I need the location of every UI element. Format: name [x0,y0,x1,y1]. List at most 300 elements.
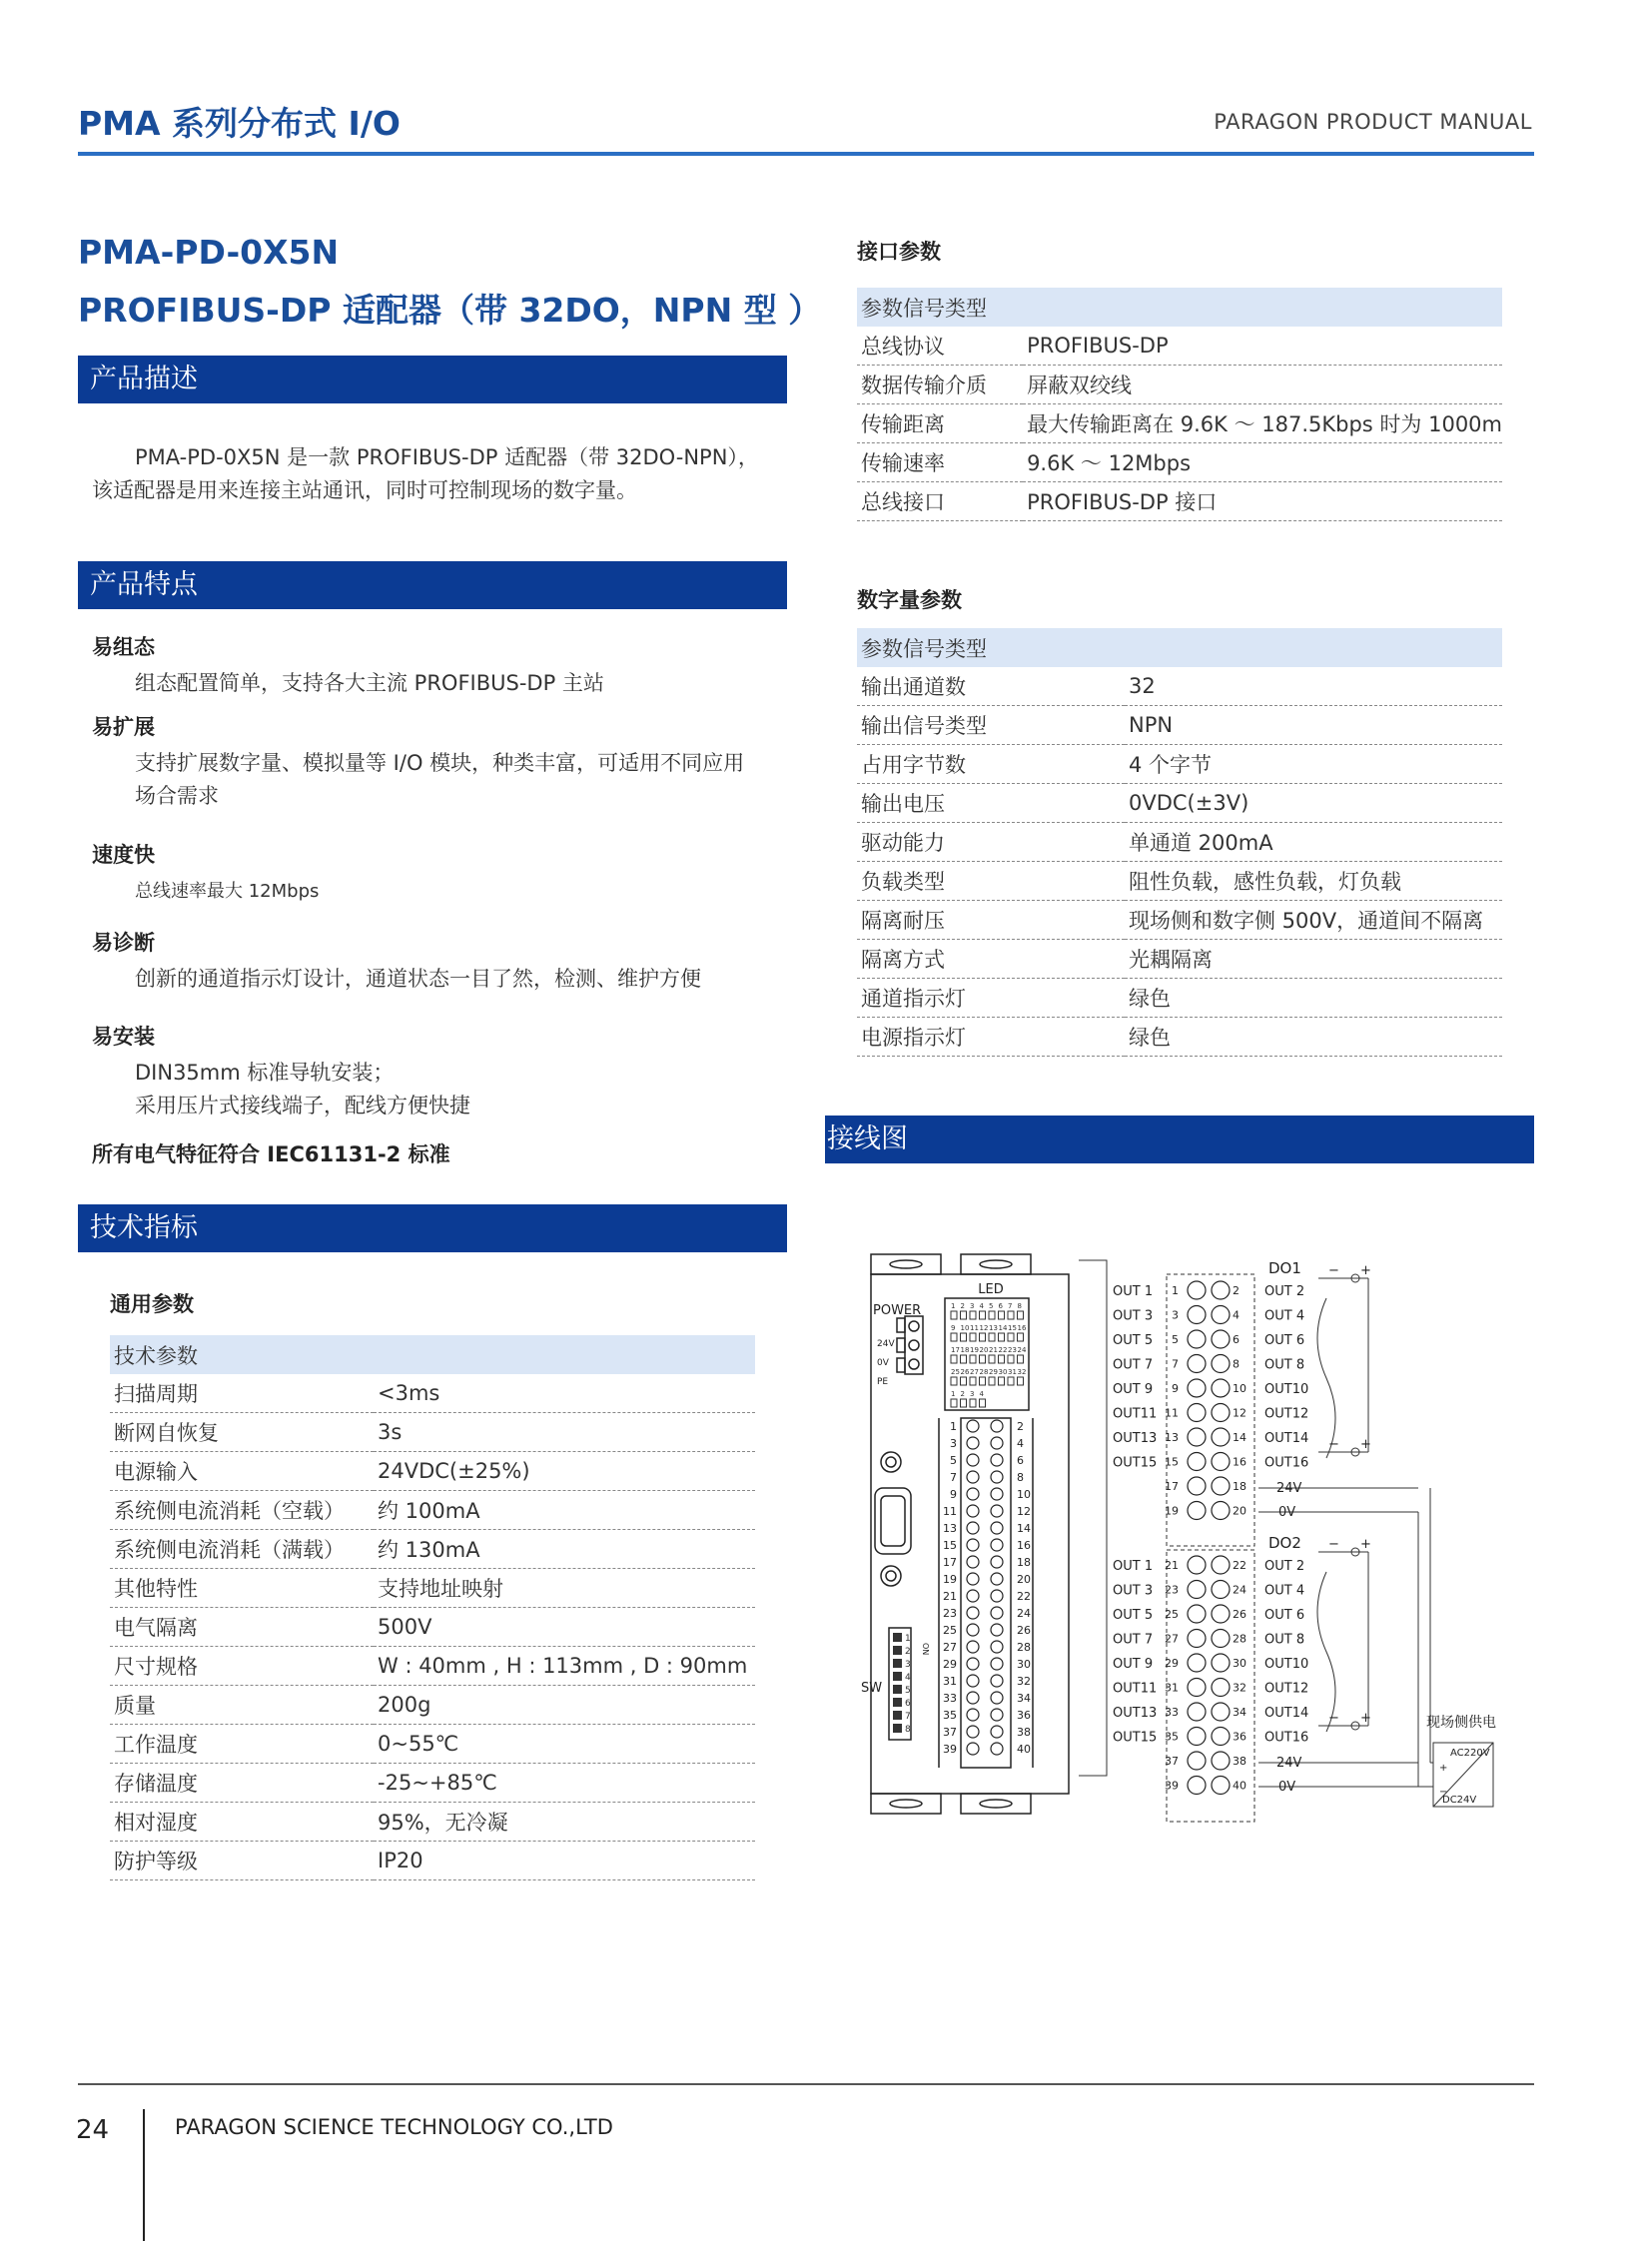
field-pin-number: 15 [1165,1455,1179,1469]
led-indicator [951,1355,957,1363]
terminal-number: 19 [943,1573,957,1586]
led-indicator [970,1399,976,1407]
led-number: 15 [1008,1324,1017,1332]
terminal-number: 29 [943,1658,957,1671]
footer-rule [78,2083,1534,2085]
output-label: OUT10 [1264,1657,1309,1672]
feature-desc: 采用压片式接线端子，配线方便快捷 [135,1094,470,1118]
param-value: 24VDC(±25%) [374,1452,755,1491]
power-terminal-screw [909,1359,919,1369]
field-pin-number: 38 [1233,1755,1246,1768]
led-number: 30 [998,1368,1008,1376]
output-label: OUT 2 [1264,1284,1305,1299]
param-name: 电气隔离 [110,1608,374,1647]
param-name: 其他特性 [110,1569,374,1608]
feature-desc: 场合需求 [135,784,219,808]
output-label: OUT 9 [1113,1657,1154,1672]
field-pin-number: 13 [1165,1431,1179,1444]
led-number: 28 [979,1368,989,1376]
field-pin-number: 26 [1233,1608,1246,1621]
output-label: OUT 1 [1113,1284,1154,1299]
output-label: OUT13 [1113,1706,1158,1721]
table-row [110,1686,755,1725]
output-label: OUT 7 [1113,1632,1154,1648]
field-pin-number: 16 [1233,1455,1246,1469]
field-terminal [1188,1281,1206,1299]
top-tab-left [871,1254,941,1274]
led-indicator [980,1311,986,1319]
terminal-screw [991,1454,1003,1466]
param-value: 200g [374,1686,755,1725]
param-value: -25~+85℃ [374,1764,755,1803]
address-knob-center [886,1571,896,1581]
output-label: OUT11 [1113,1406,1158,1422]
terminal-number: 39 [943,1743,957,1756]
table-header: 技术参数 [110,1335,755,1374]
terminal-screw [967,1556,979,1568]
field-pin-number: 28 [1233,1632,1246,1646]
param-name: 负载类型 [857,862,1125,901]
field-pin-number: 29 [1165,1657,1179,1670]
led-number: 17 [951,1346,960,1354]
table-row [110,1725,755,1764]
output-label: OUT 8 [1264,1357,1305,1373]
output-label: OUT 1 [1113,1559,1154,1574]
field-pin-number: 37 [1165,1755,1179,1768]
dip-switch-number: 6 [905,1699,911,1709]
field-pin-number: 1 [1172,1284,1179,1297]
output-label: OUT 4 [1264,1308,1305,1324]
field-terminal [1212,1777,1230,1795]
led-number: 4 [979,1302,984,1310]
table-row [110,1413,755,1452]
param-name: 总线接口 [857,482,1023,521]
led-number: 5 [989,1302,994,1310]
do2-24v-label: 24V [1276,1756,1302,1771]
bottom-tab-right [961,1794,1031,1814]
output-label: OUT10 [1264,1382,1309,1397]
field-terminal [1188,1330,1206,1348]
field-terminal [1212,1556,1230,1574]
field-terminal [1212,1703,1230,1721]
field-terminal [1212,1428,1230,1446]
do1-label: DO1 [1268,1259,1301,1277]
param-value: 0VDC(±3V) [1125,784,1502,823]
table-row [857,862,1502,901]
do2-bus-minus: − [1328,1711,1339,1726]
led-number: 16 [1017,1324,1027,1332]
description-line-1: PMA-PD-0X5N 是一款 PROFIBUS-DP 适配器（带 32DO-NPN）， [135,445,759,469]
led-number: 22 [998,1346,1008,1354]
led-number: 19 [970,1346,979,1354]
dip-switch-number: 7 [905,1712,911,1722]
terminal-screw [967,1488,979,1500]
field-terminal [1188,1502,1206,1520]
wiring-heading: 接线图 [825,1116,1534,1163]
dip-switch-lever [893,1633,902,1642]
terminal-number: 18 [1017,1556,1031,1569]
terminal-screw [991,1420,1003,1432]
dip-switch-lever [893,1646,902,1655]
table-row [110,1842,755,1880]
dip-switch-number: 2 [905,1647,911,1657]
terminal-number: 26 [1017,1624,1031,1637]
terminal-number: 17 [943,1556,957,1569]
table-row [110,1647,755,1686]
field-pin-number: 6 [1233,1333,1239,1346]
param-name: 输出通道数 [857,667,1125,706]
led-indicator [999,1311,1005,1319]
field-terminal [1212,1630,1230,1648]
field-terminal [1188,1453,1206,1471]
led-number: 2 [960,1390,965,1398]
param-name: 驱动能力 [857,823,1125,862]
terminal-screw [967,1505,979,1517]
field-pin-number: 34 [1233,1706,1246,1719]
terminal-number: 9 [950,1488,957,1501]
terminal-number: 5 [950,1454,957,1467]
led-number: 6 [998,1302,1003,1310]
led-indicator [970,1355,976,1363]
do2-minus: − [1328,1537,1339,1552]
table-row [857,706,1502,745]
led-number: 29 [989,1368,998,1376]
address-knob [881,1566,901,1586]
table-row [857,784,1502,823]
param-name: 存储温度 [110,1764,374,1803]
output-label: OUT13 [1113,1431,1158,1446]
field-terminal [1188,1428,1206,1446]
bottom-tab-left [871,1794,941,1814]
field-pin-number: 19 [1165,1504,1179,1518]
led-indicator [970,1333,976,1341]
field-terminal [1212,1679,1230,1697]
output-label: OUT 3 [1113,1583,1154,1599]
table-row [110,1530,755,1569]
terminal-number: 40 [1017,1743,1031,1756]
terminal-screw [991,1539,1003,1551]
do1-bus-minus: − [1328,1437,1339,1452]
terminal-screw [967,1709,979,1721]
param-name: 通道指示灯 [857,979,1125,1018]
terminal-screw [967,1624,979,1636]
led-number: 7 [1008,1302,1013,1310]
field-terminal [1212,1752,1230,1770]
table-row [857,404,1502,443]
led-indicator [999,1355,1005,1363]
interface-params-title: 接口参数 [857,240,941,264]
param-value: 4 个字节 [1125,745,1502,784]
terminal-number: 10 [1017,1488,1031,1501]
terminal-number: 25 [943,1624,957,1637]
field-terminal [1188,1306,1206,1324]
dip-switch-lever [893,1724,902,1733]
field-pin-number: 5 [1172,1333,1179,1346]
led-number: 2 [960,1302,965,1310]
power-terminal-clip [897,1358,905,1372]
table-row [857,1018,1502,1057]
led-number: 11 [970,1324,979,1332]
field-terminal [1212,1404,1230,1422]
led-indicator [961,1377,967,1385]
output-label: OUT12 [1264,1681,1309,1697]
terminal-number: 20 [1017,1573,1031,1586]
table-row [110,1452,755,1491]
terminal-number: 34 [1017,1692,1031,1705]
terminal-number: 23 [943,1607,957,1620]
output-label: OUT 2 [1264,1559,1305,1574]
do2-label: DO2 [1268,1534,1301,1552]
led-number: 24 [1017,1346,1027,1354]
led-number: 14 [998,1324,1008,1332]
terminal-number: 22 [1017,1590,1031,1603]
dip-switch-number: 3 [905,1660,911,1670]
param-name: 系统侧电流消耗（满载） [110,1530,374,1569]
dip-switch-lever [893,1698,902,1707]
led-number: 9 [951,1324,956,1332]
param-value: 9.6K ～ 12Mbps [1023,443,1502,482]
field-terminal [1188,1728,1206,1746]
product-model: PMA-PD-0X5N [78,233,340,272]
do1-minus: − [1328,1263,1339,1278]
param-name: 输出信号类型 [857,706,1125,745]
param-value: 约 100mA [374,1491,755,1530]
psu-minus: − [1439,1787,1448,1798]
feature-title: 易安装 [92,1025,155,1049]
do1-24v-label: 24V [1276,1481,1302,1496]
do2-0v-label: 0V [1278,1780,1296,1795]
param-name: 数据传输介质 [857,366,1023,404]
table-header: 参数信号类型 [857,628,1502,667]
feature-desc: 创新的通道指示灯设计，通道状态一目了然，检测、维护方便 [135,967,701,991]
led-indicator [1008,1377,1014,1385]
field-terminal [1212,1654,1230,1672]
feature-title: 速度快 [92,843,155,867]
param-value: 单通道 200mA [1125,823,1502,862]
param-value: 32 [1125,667,1502,706]
table-row [110,1569,755,1608]
terminal-number: 12 [1017,1505,1031,1518]
terminal-screw [967,1522,979,1534]
footer-divider [143,2109,145,2241]
param-name: 占用字节数 [857,745,1125,784]
do2-bus-wire [1318,1552,1368,1726]
address-knob-center [886,1457,896,1467]
field-terminal [1212,1502,1230,1520]
param-name: 断网自恢复 [110,1413,374,1452]
terminal-number: 14 [1017,1522,1031,1535]
led-indicator [989,1333,995,1341]
led-indicator [961,1333,967,1341]
company-name: PARAGON SCIENCE TECHNOLOGY CO.,LTD [175,2115,613,2139]
dip-switch-number: 5 [905,1686,911,1696]
led-indicator [961,1311,967,1319]
field-pin-number: 18 [1233,1480,1246,1493]
field-terminal [1188,1605,1206,1623]
output-label: OUT 5 [1113,1608,1154,1623]
table-row [857,366,1502,404]
field-terminal [1212,1306,1230,1324]
dc-output-label: DC24V [1442,1795,1477,1806]
terminal-number: 36 [1017,1709,1031,1722]
field-terminal [1188,1404,1206,1422]
terminal-screw [991,1726,1003,1738]
mount-hole [890,1800,922,1808]
terminal-number: 8 [1017,1471,1024,1484]
field-terminal [1212,1330,1230,1348]
field-terminal [1212,1728,1230,1746]
terminal-number: 37 [943,1726,957,1739]
power-label: POWER [873,1303,922,1318]
description-line-2: 该适配器是用来连接主站通讯，同时可控制现场的数字量。 [92,478,637,502]
param-name: 系统侧电流消耗（空载） [110,1491,374,1530]
features-heading: 产品特点 [78,561,787,609]
table-row [857,823,1502,862]
wiring-diagram [839,1238,1538,1838]
led-indicator [1008,1333,1014,1341]
power-terminal-screw [909,1321,919,1331]
terminal-number: 21 [943,1590,957,1603]
ac-input-label: AC220V [1450,1748,1490,1759]
led-number: 3 [970,1302,975,1310]
header-title: PMA 系列分布式 I/O [78,104,401,143]
terminal-screw [991,1624,1003,1636]
terminal-screw [967,1641,979,1653]
dip-switch-lever [893,1685,902,1694]
terminal-number: 11 [943,1505,957,1518]
led-number: 20 [979,1346,989,1354]
terminal-number: 30 [1017,1658,1031,1671]
terminal-screw [991,1505,1003,1517]
dip-switch [889,1628,911,1740]
mount-hole [890,1260,922,1268]
led-indicator [970,1311,976,1319]
do1-bus-plus: + [1360,1437,1371,1452]
param-name: 相对湿度 [110,1803,374,1842]
page-number: 24 [76,2115,110,2145]
field-pin-number: 4 [1233,1308,1239,1322]
field-terminal [1188,1654,1206,1672]
feature-title: 易诊断 [92,931,155,955]
param-name: 扫描周期 [110,1374,374,1413]
led-indicator [980,1377,986,1385]
product-subtitle: PROFIBUS-DP 适配器（带 32DO，NPN 型 ） [78,291,822,330]
do1-0v-label: 0V [1278,1505,1296,1520]
terminal-number: 32 [1017,1675,1031,1688]
pwr-24v-label: 24V [877,1339,895,1349]
param-value: 95%，无冷凝 [374,1803,755,1842]
param-value: 光耦隔离 [1125,940,1502,979]
param-value: <3ms [374,1374,755,1413]
led-indicator [989,1377,995,1385]
terminal-screw [991,1709,1003,1721]
param-name: 总线协议 [857,327,1023,366]
param-value: 约 130mA [374,1530,755,1569]
output-label: OUT 6 [1264,1333,1305,1348]
terminal-screw [991,1641,1003,1653]
terminal-screw [967,1454,979,1466]
pwr-0v-label: 0V [877,1358,889,1368]
header-manual-name: PARAGON PRODUCT MANUAL [1214,110,1532,134]
output-label: OUT11 [1113,1681,1158,1697]
general-params-table [110,1335,755,1880]
terminal-number: 35 [943,1709,957,1722]
table-header: 参数信号类型 [857,288,1502,327]
table-row [857,667,1502,706]
led-number: 25 [951,1368,960,1376]
param-name: 防护等级 [110,1842,374,1880]
led-number: 8 [1017,1302,1022,1310]
param-value: PROFIBUS-DP 接口 [1023,482,1502,521]
field-pin-number: 10 [1233,1382,1246,1395]
field-pin-number: 33 [1165,1706,1179,1719]
led-number: 31 [1008,1368,1017,1376]
field-terminal [1188,1679,1206,1697]
terminal-number: 3 [950,1437,957,1450]
terminal-screw [967,1726,979,1738]
terminal-screw [991,1607,1003,1619]
do2-bus-plus: + [1360,1711,1371,1726]
terminal-number: 7 [950,1471,957,1484]
terminal-number: 27 [943,1641,957,1654]
led-number: 12 [979,1324,989,1332]
dip-switch-lever [893,1672,902,1681]
field-pin-number: 27 [1165,1632,1179,1646]
general-params-title: 通用参数 [110,1292,194,1316]
terminal-number: 6 [1017,1454,1024,1467]
field-terminal [1212,1355,1230,1373]
led-number: 3 [970,1390,975,1398]
power-terminal-clip [897,1318,905,1332]
led-indicator [1018,1311,1024,1319]
field-pin-number: 31 [1165,1681,1179,1695]
field-pin-number: 14 [1233,1431,1246,1444]
param-name: 隔离耐压 [857,901,1125,940]
led-label: LED [978,1282,1004,1297]
terminal-screw [967,1607,979,1619]
feature-desc: 组态配置简单，支持各大主流 PROFIBUS-DP 主站 [135,671,604,695]
field-terminal [1188,1379,1206,1397]
field-pin-number: 22 [1233,1559,1246,1572]
dip-switch-number: 1 [905,1634,911,1644]
supply-rail-links [1418,1763,1433,1787]
output-label: OUT12 [1264,1406,1309,1422]
field-pin-number: 9 [1172,1382,1179,1395]
feature-title: 易扩展 [92,715,155,739]
led-indicator [999,1377,1005,1385]
field-terminal [1188,1630,1206,1648]
led-panel [945,1298,1029,1410]
output-label: OUT15 [1113,1455,1158,1471]
param-name: 质量 [110,1686,374,1725]
field-power-label: 现场侧供电 [1426,1715,1496,1731]
led-indicator [1018,1333,1024,1341]
terminal-screw [991,1675,1003,1687]
mount-hole [980,1260,1012,1268]
output-label: OUT 8 [1264,1632,1305,1648]
digital-params-title: 数字量参数 [857,588,962,612]
terminal-screw [991,1692,1003,1704]
output-label: OUT 7 [1113,1357,1154,1373]
terminal-screw [967,1675,979,1687]
param-value: 阻性负载，感性负载，灯负载 [1125,862,1502,901]
terminal-screw [967,1573,979,1585]
led-indicator [980,1333,986,1341]
tech-heading: 技术指标 [78,1204,787,1252]
led-indicator [961,1399,967,1407]
feature-desc: DIN35mm 标准导轨安装； [135,1061,395,1085]
terminal-screw [991,1743,1003,1755]
